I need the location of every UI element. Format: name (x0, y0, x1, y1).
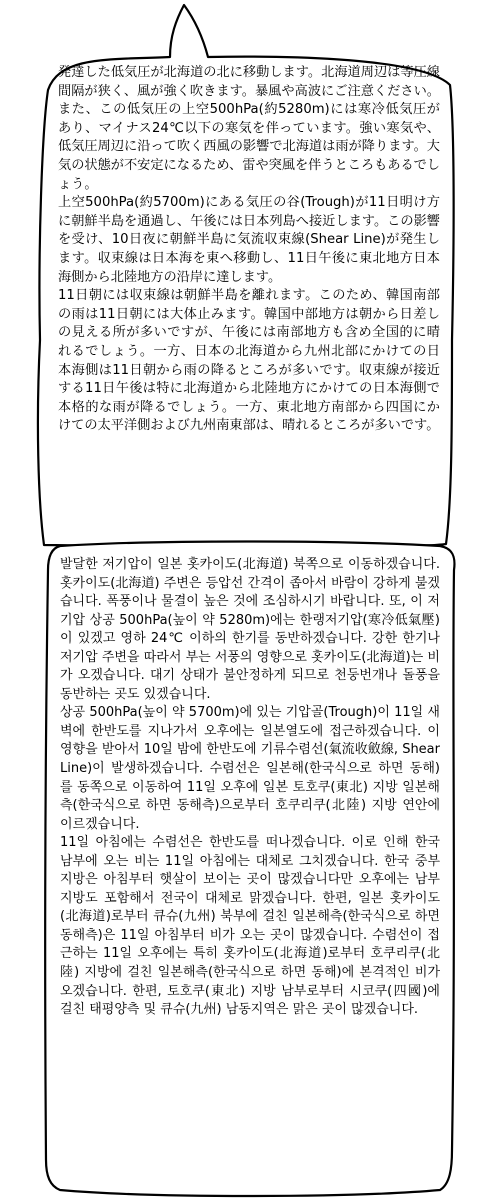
japanese-paragraph-2: 上空500hPa(約5700m)にある気圧の谷(Trough)が11日明け方に朝鮮半島を通過し、午後には日本列島へ接近します。この影響を受け、10日夜に朝鮮半島に気流収束線(Shear Line)が発生します。収束線は日本海を東へ移動し、11日午後に東北地方日本海側から北陸地方の沿岸に達します。 (58, 195, 440, 285)
japanese-paragraph-1: 発達した低気圧が北海道の北に移動します。北海道周辺は等圧線間隔が狭く、風が強く吹きます。暴風や高波にご注意ください。また、この低気圧の上空500hPa(約5280m)には寒冷低気圧があり、マイナス24℃以下の寒気を伴っています。強い寒気や、低気圧周辺に沿って吹く西風の影響で北海道は雨が降ります。大気の状態が不安定になるため、雷や突風を伴うところもあるでしょう。 (58, 65, 440, 192)
japanese-paragraph-3: 11日朝には収束線は朝鮮半島を離れます。このため、韓国南部の雨は11日朝には大体止みます。韓国中部地方は朝から日差しの見える所が多いですが、午後には南部地方も含め全国的に晴れるでしょう。一方、日本の北海道から九州北部にかけての日本海側は11日朝から雨の降るところが多いです。収束線が接近する11日午後は特に北海道から北陸地方にかけての日本海側で本格的な雨が降るでしょう。一方、東北地方南部から四国にかけての太平洋側および九州南東部は、晴れるところが多いです。 (58, 288, 440, 434)
korean-paragraph-3: 11일 아침에는 수렴선은 한반도를 떠나겠습니다. 이로 인해 한국 남부에 오는 비는 11일 아침에는 대체로 그치겠습니다. 한국 중부지방은 아침부터 햇살이 보이는 곳이 많겠습니다만 오후에는 남부지방도 포함해서 전국이 대체로 맑겠습니다. 한편, 일본 홋카이도(北海道)로부터 큐슈(九州) 북부에 걸친 일본해측(한국식으로 하면 동해측)은 11일 아침부터 비가 오는 곳이 많겠습니다. 수렴선이 접근하는 11일 오후에는 특히 홋카이도(北海道)로부터 호쿠리쿠(北陸) 지방에 걸친 일본해측(한국식으로 하면 동해)에 본격적인 비가 오겠습니다. 한편, 토호쿠(東北) 지방 남부로부터 시코쿠(四國)에 걸친 태평양측 및 큐슈(九州) 남동지역은 맑은 곳이 많겠습니다. (60, 835, 440, 1018)
korean-paragraph-2: 상공 500hPa(높이 약 5700m)에 있는 기압골(Trough)이 11일 새벽에 한반도를 지나가서 오후에는 일본열도에 접근하겠습니다. 이 영향을 받아서 10일 밤에 한반도에 기류수렴선(氣流收斂線, Shear Line)이 발생하겠습니다. 수렴선은 일본해(한국식으로 하면 동해)를 동쪽으로 이동하여 11일 오후에 일본 토호쿠(東北) 지방 일본해측(한국식으로 하면 동해측)으로부터 호쿠리쿠(北陸) 지방 연안에 이르겠습니다. (60, 705, 440, 832)
korean-paragraph-1: 발달한 저기압이 일본 홋카이도(北海道) 북쪽으로 이동하겠습니다. 홋카이도(北海道) 주변은 등압선 간격이 좁아서 바람이 강하게 불겠습니다. 폭풍이나 물결이 높은 것에 조심하시기 바랍니다. 또, 이 저기압 상공 500hPa(높이 약 5280m)에는 한랭저기압(寒冷低氣壓)이 있겠고 영하 24℃ 이하의 한기를 동반하겠습니다. 강한 한기나 저기압 주변을 따라서 부는 서풍의 영향으로 홋카이도(北海道)는 비가 오겠습니다. 대기 상태가 불안정하게 되므로 천둥번개나 돌풍을 동반하는 곳도 있겠습니다. (60, 557, 440, 702)
japanese-forecast-text (58, 64, 440, 436)
korean-forecast-text (60, 556, 440, 1020)
